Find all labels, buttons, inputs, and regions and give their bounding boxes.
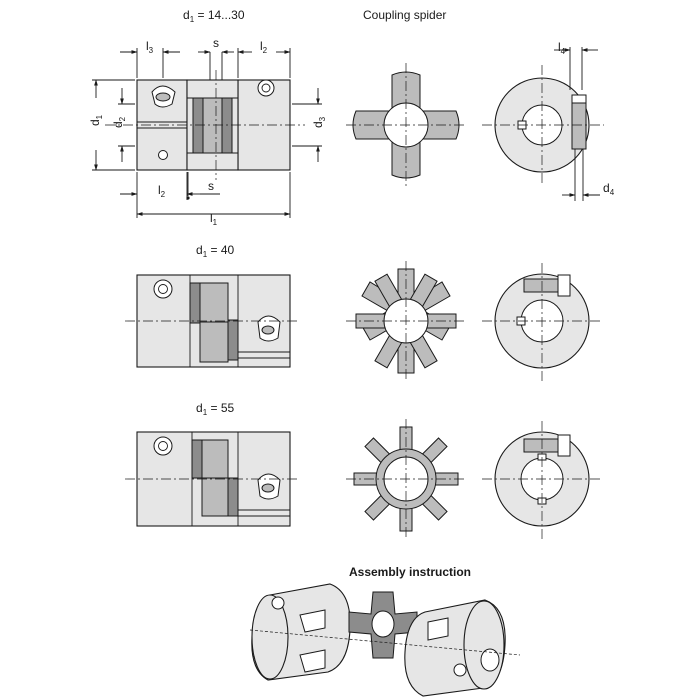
coupling-side-view-14-30 (105, 70, 305, 180)
heading-d1-55: $d_1 = 55$ (196, 401, 235, 417)
heading-d1-14-30: $d_1 = 14...30$ (183, 8, 245, 24)
dim-d4: $d_4$ (603, 181, 615, 197)
dim-d3: $d_3$ (311, 116, 327, 128)
dim-s-bottom: s (208, 179, 214, 193)
dim-l4: $l_4$ (558, 40, 566, 56)
dim-l2-bottom: $l_2$ (158, 183, 166, 199)
spider-4-lobe (346, 63, 466, 187)
dim-d1: $d_1$ (88, 114, 104, 126)
dim-l3: $l_3$ (146, 39, 154, 55)
spider-6-lobe (346, 261, 466, 381)
dim-s-top: s (213, 36, 219, 50)
heading-coupling-spider: Coupling spider (363, 8, 447, 22)
coupling-end-view-40 (482, 263, 602, 381)
heading-d1-40: $d_1 = 40$ (196, 243, 235, 259)
coupling-end-view-14-30 (482, 47, 604, 201)
coupling-side-view-55 (125, 432, 300, 526)
assembly-exploded-view (250, 584, 520, 696)
coupling-side-view-40 (125, 275, 300, 367)
coupling-end-view-55 (482, 421, 602, 539)
heading-assembly-instruction: Assembly instruction (348, 565, 472, 579)
dim-d2: $d_2$ (111, 116, 127, 128)
dim-l1: $l_1$ (210, 211, 218, 227)
dim-l2-top: $l_2$ (260, 39, 268, 55)
spider-8-lobe (346, 419, 466, 539)
